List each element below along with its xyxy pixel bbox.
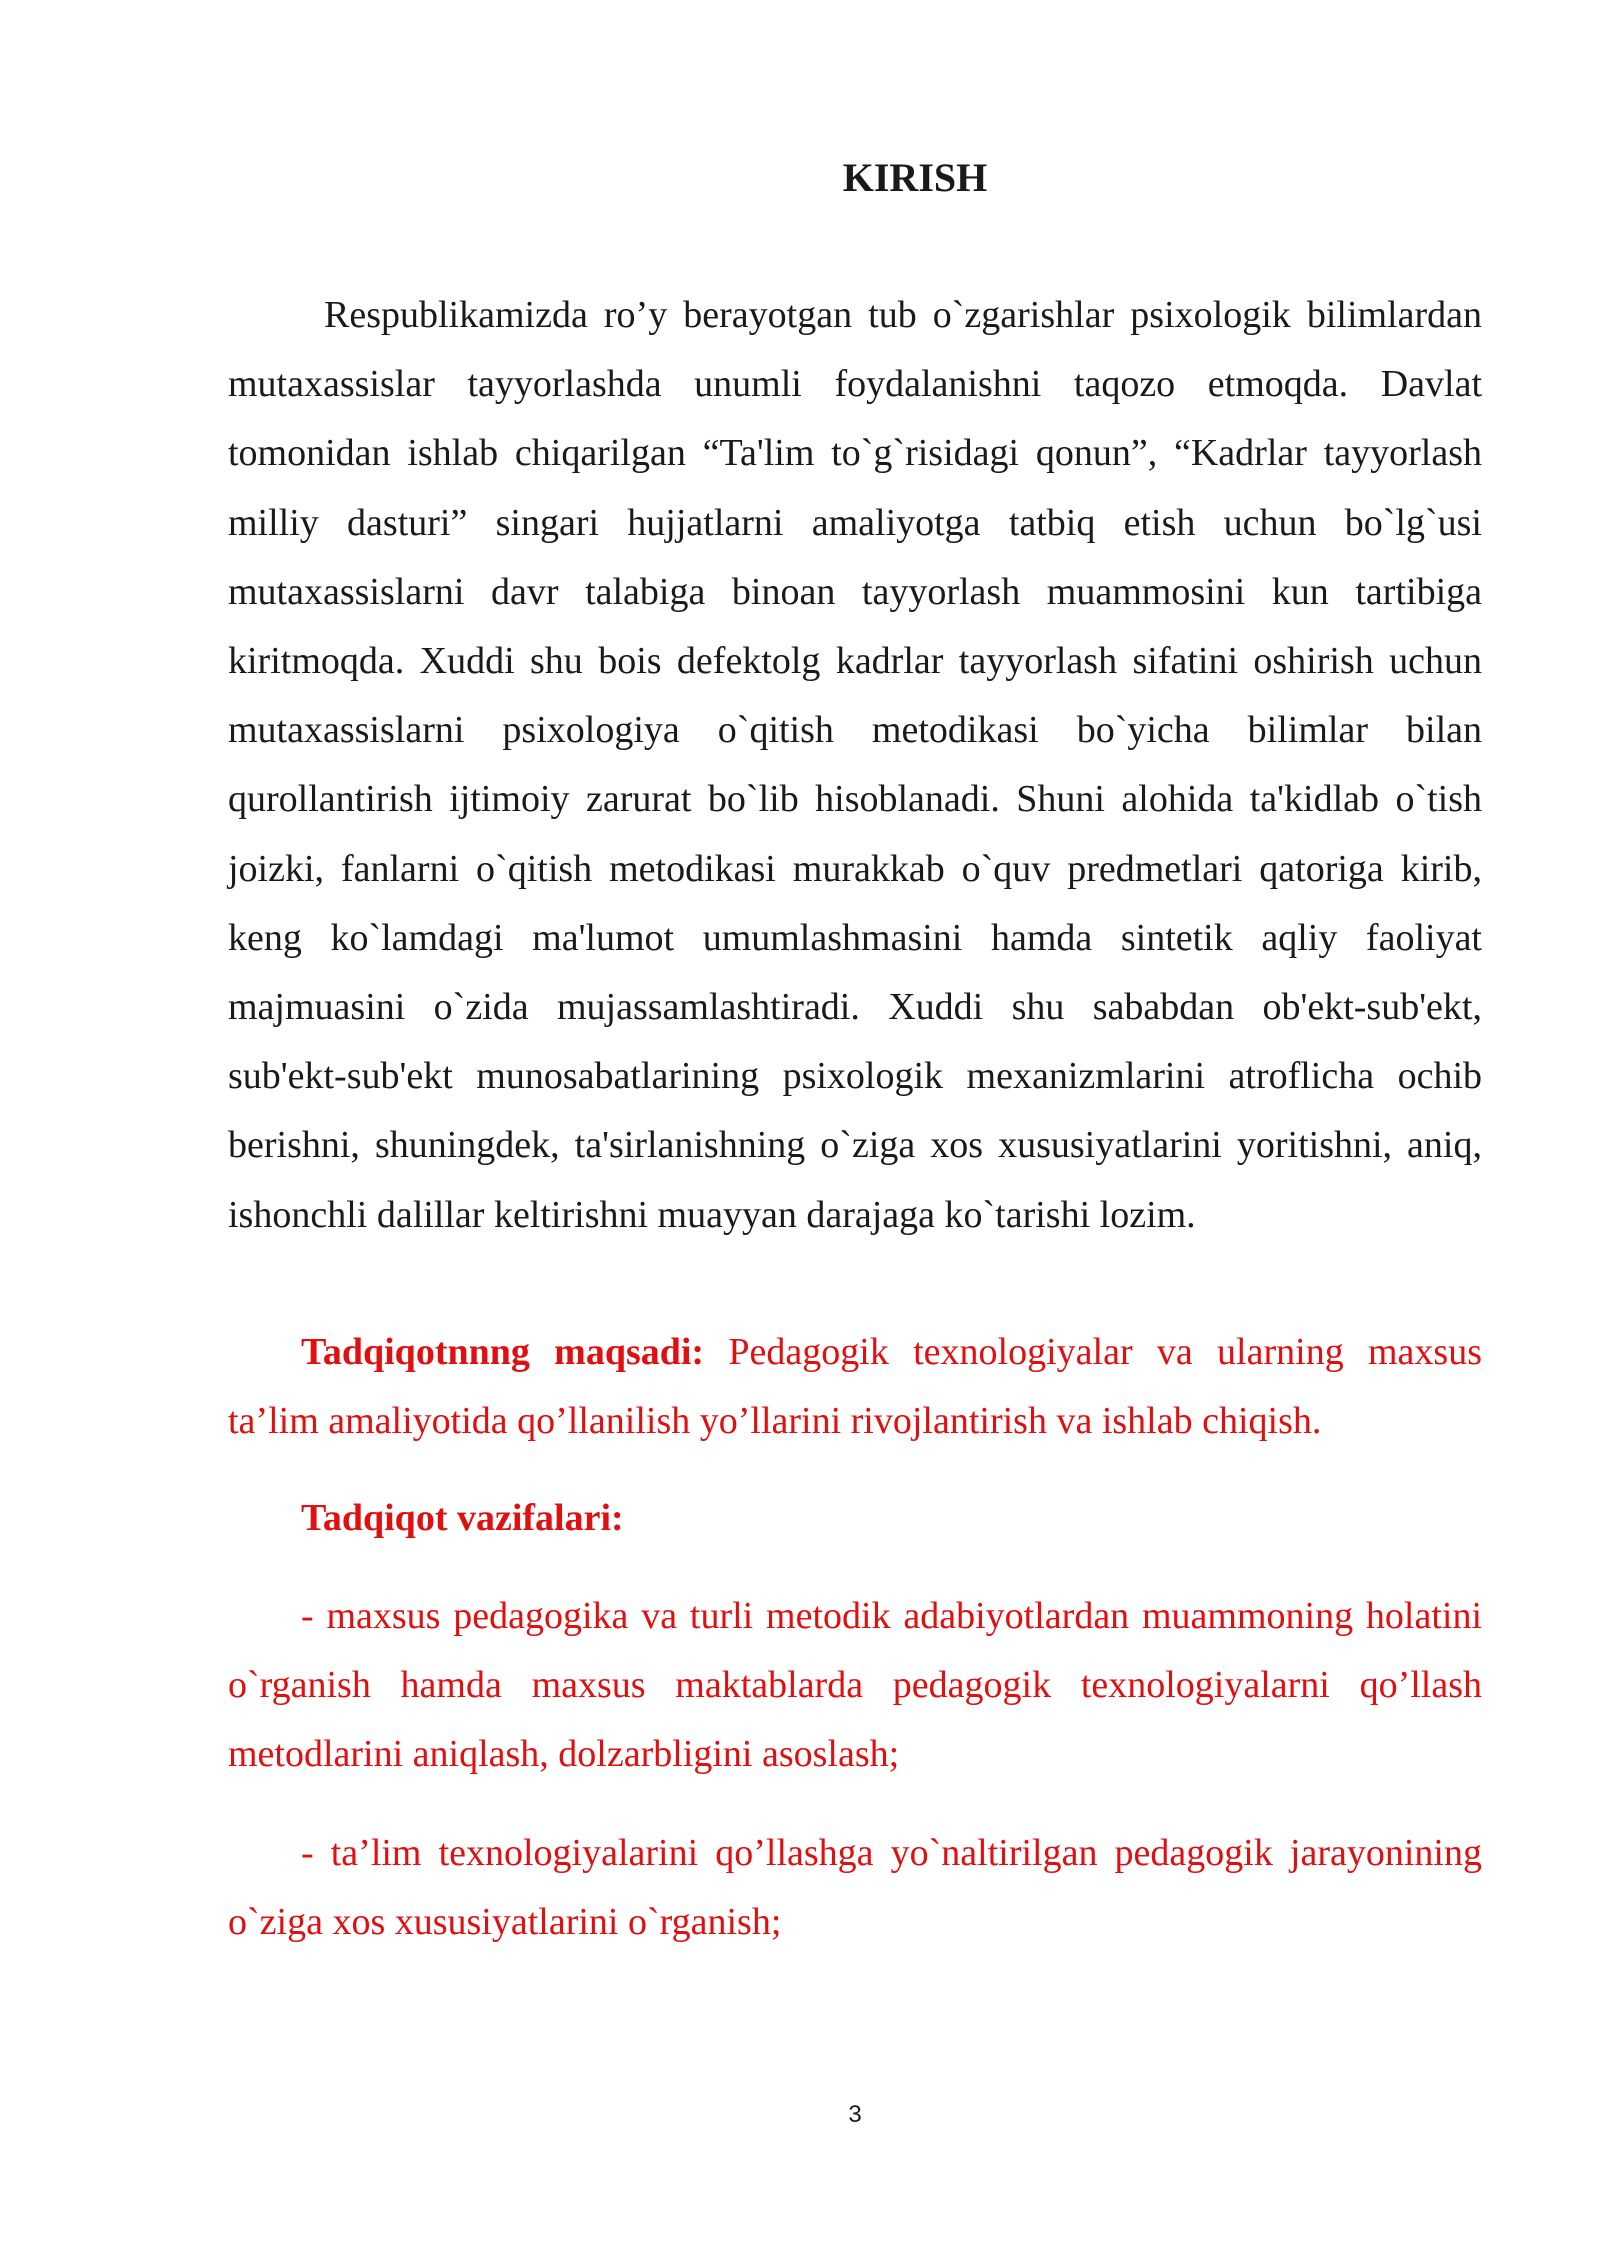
page-number: 3 [848, 2101, 862, 2128]
tasks-heading: Tadqiqot vazifalari: [301, 1497, 624, 1539]
aim-text: Pedagogik texnologiyalar va ularning maxsus ta’lim amaliyotida qo’llanilish yo’llarini rivojlantirish va ishlab chiqish. [228, 1331, 1482, 1443]
task-item-2: - ta’lim texnologiyalarini qo’llashga yo`naltirilgan pedagogik jarayonining o`ziga xos xususiyatlarini o`rganish; [228, 1832, 1482, 1944]
aim-paragraph [228, 1318, 1482, 1456]
page-title-text: KIRISH [842, 155, 988, 200]
task-item-1: - maxsus pedagogika va turli metodik adabiyotlardan muammoning holatini o`rganish hamda maxsus maktablarda pedagogik texnologiyalarni qo’llash metodlarini aniqlash, dolzarbligini asoslash; [228, 1595, 1482, 1776]
page-title [0, 148, 1600, 208]
aim-label: Tadqiqotnnng maqsadi: [301, 1331, 705, 1373]
intro-paragraph: Respublikamizda ro’y berayotgan tub o`zgarishlar psixologik bilimlardan mutaxassislar tayyorlashda unumli foydalanishni taqozo etmoqda. Davlat tomonidan ishlab chiqarilgan “Ta'lim to`g`risidagi qonun”, “Kadrlar tayyorlash milliy dasturi” singari hujjatlarni amaliyotga tatbiq etish uchun bo`lg`usi mutaxassislarni davr talabiga binoan tayyorlash muammosini kun tartibiga kiritmoqda. Xuddi shu bois defektolg kadrlar tayyorlash sifatini oshirish uchun mutaxassislarni psixologiya o`qitish metodikasi bo`yicha bilimlar bilan qurollantirish ijtimoiy zarurat bo`lib hisoblanadi. Shuni alohida ta'kidlab o`tish joizki, fanlarni o`qitish metodikasi murakkab o`quv predmetlari qatoriga kirib, keng ko`lamdagi ma'lumot umumlashmasini hamda sintetik aqliy faoliyat majmuasini o`zida mujassamlashtiradi. Xuddi shu sababdan ob'ekt-sub'ekt, sub'ekt-sub'ekt munosabatlarining psixologik mexanizmlarini atroflicha ochib berishni, shuningdek, ta'sirlanishning o`ziga xos xususiyatlarini yoritishni, aniq, ishonchli dalillar keltirishni muayyan darajaga ko`tarishi lozim. [228, 294, 1482, 1236]
